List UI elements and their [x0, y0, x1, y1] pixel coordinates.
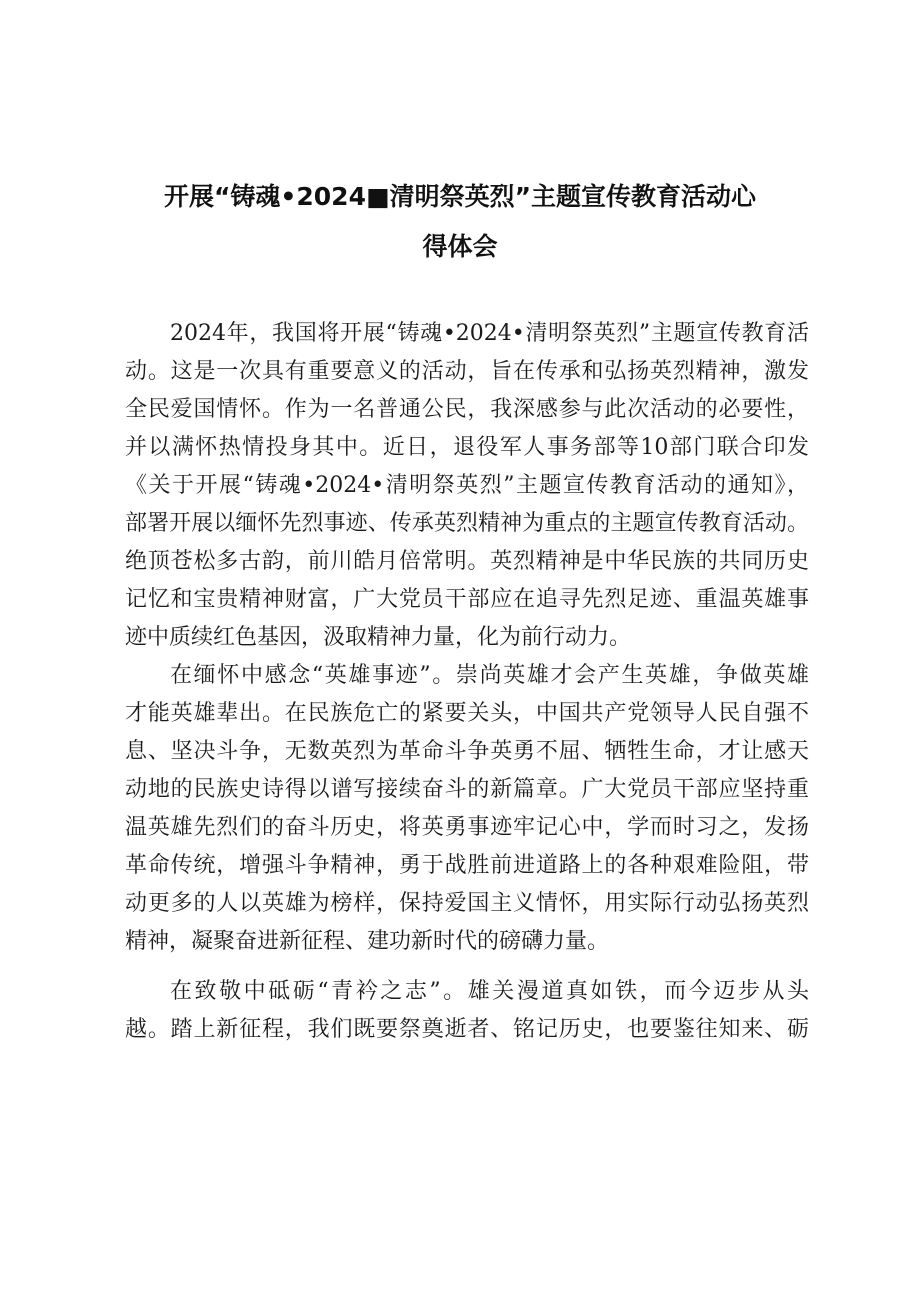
paragraph-2-line: 温英雄先烈们的奋斗历史，将英勇事迹牢记心中，学而时习之，发扬	[125, 815, 809, 840]
paragraph-3-line: 越。踏上新征程，我们既要祭奠逝者、铭记历史，也要鉴往知来、砺	[125, 1017, 809, 1042]
paragraph-2-line: 革命传统，增强斗争精神，勇于战胜前进道路上的各种艰难险阻，带	[125, 853, 809, 878]
paragraph-3-line: 在致敬中砥砺“青衿之志”。雄关漫道真如铁，而今迈步从头	[170, 979, 809, 1004]
paragraph-1-line: 并以满怀热情投身其中。近日，退役军人事务部等10部门联合印发	[125, 435, 809, 460]
paragraph-1-line: 2024年，我国将开展“铸魂•2024•清明祭英烈”主题宣传教育活	[170, 321, 809, 346]
paragraph-2-line: 动地的民族史诗得以谱写接续奋斗的新篇章。广大党员干部应坚持重	[125, 777, 809, 802]
paragraph-1-line: 《关于开展“铸魂•2024•清明祭英烈”主题宣传教育活动的通知》，	[125, 473, 809, 498]
paragraph-1-line: 绝顶苍松多古韵，前川皓月倍常明。英烈精神是中华民族的共同历史	[125, 549, 809, 574]
document-title-line-1: 开展“铸魂•2024■清明祭英烈”主题宣传教育活动心	[163, 182, 757, 211]
paragraph-2-line: 息、坚决斗争，无数英烈为革命斗争英勇不屈、牺牲生命，才让感天	[125, 739, 809, 764]
paragraph-1-line: 迹中质续红色基因，汲取精神力量，化为前行动力。	[125, 625, 632, 650]
document-title-line-2: 得体会	[422, 232, 498, 261]
paragraph-1-line: 部署开展以缅怀先烈事迹、传承英烈精神为重点的主题宣传教育活动。	[125, 511, 809, 536]
paragraph-1-line: 全民爱国情怀。作为一名普通公民，我深感参与此次活动的必要性，	[125, 397, 809, 422]
paragraph-2-line: 在缅怀中感念“英雄事迹”。崇尚英雄才会产生英雄，争做英雄	[170, 663, 809, 688]
paragraph-2-line: 动更多的人以英雄为榜样，保持爱国主义情怀，用实际行动弘扬英烈	[125, 891, 809, 916]
paragraph-2-line: 精神，凝聚奋进新征程、建功新时代的磅礴力量。	[125, 929, 610, 954]
paragraph-1-line: 记忆和宝贵精神财富，广大党员干部应在追寻先烈足迹、重温英雄事	[125, 587, 809, 612]
paragraph-2-line: 才能英雄辈出。在民族危亡的紧要关头，中国共产党领导人民自强不	[125, 701, 809, 726]
paragraph-1-line: 动。这是一次具有重要意义的活动，旨在传承和弘扬英烈精神，激发	[125, 359, 809, 384]
